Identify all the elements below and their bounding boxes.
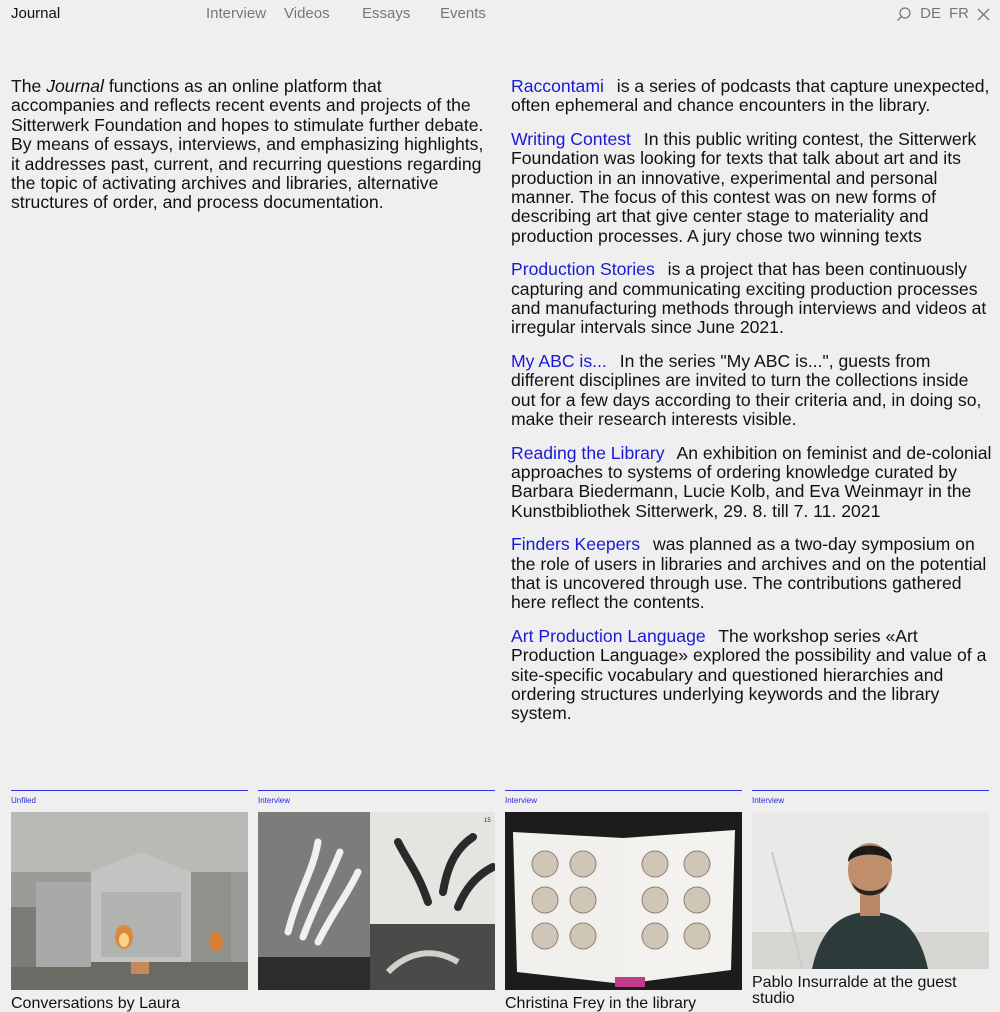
series-link[interactable]: Finders Keepers (511, 534, 641, 555)
series-description: In the series "My ABC is...", guests from different disciplines are invited to turn the collections inside out for a few days according to their criteria and, in doing so, make their research interests visible. (511, 350, 982, 430)
series-link[interactable]: Art Production Language (511, 625, 706, 646)
nav-tools (896, 0, 990, 28)
tab-interview[interactable]: Interview (206, 5, 267, 22)
series-description: An exhibition on feminist and de-colonial approaches to systems of ordering knowledge curated by Barbara Biedermann, Lucie Kolb, and Eva Weinmayr in the Kunstbibliothek Sitterwerk, 29. 8. till 7. 11. 2021 (511, 442, 992, 521)
series-link[interactable]: Writing Contest (511, 128, 631, 149)
article-card[interactable] (11, 790, 248, 1010)
tab-events[interactable]: Events (440, 5, 486, 22)
series-item-raccontami (511, 77, 993, 116)
card-image-hands[interactable] (258, 812, 495, 990)
tab-essays[interactable]: Essays (362, 5, 411, 22)
series-item-art-production-language (511, 627, 993, 724)
card-tag[interactable]: Interview (505, 796, 538, 805)
series-item-my-abc (511, 352, 993, 430)
card-image-book[interactable] (505, 812, 742, 990)
series-description: In this public writing contest, the Sitterwerk Foundation was looking for texts that talk about art and its production in an innovative, experimental and personal manner. The focus of this contest was on new forms of describing art that give center stage to materiality and production processes. A jury chose two winning texts (511, 128, 977, 246)
series-list (511, 77, 993, 738)
article-card[interactable] (752, 790, 989, 1010)
site-title[interactable]: Journal (11, 5, 61, 22)
card-tag[interactable]: Unfiled (11, 796, 36, 805)
top-nav (0, 0, 1000, 30)
lang-de-link[interactable]: DE (920, 5, 941, 22)
close-icon[interactable] (977, 8, 990, 21)
lang-fr-link[interactable]: FR (949, 5, 969, 22)
card-image-furnace[interactable] (11, 812, 248, 990)
series-link[interactable]: My ABC is... (511, 350, 607, 371)
card-tag[interactable]: Interview (752, 796, 785, 805)
intro-emphasis: Journal (46, 76, 104, 96)
series-item-writing-contest (511, 130, 993, 246)
card-caption[interactable]: Christina Frey in the library (505, 995, 697, 1012)
card-caption[interactable]: Conversations by Laura (11, 995, 180, 1012)
series-description: The workshop series «Art Production Language» explored the possibility and value of a site-specific vocabulary and questioned hierarchies and ordering structures underlying keywords and the library system. (511, 625, 987, 724)
series-link[interactable]: Reading the Library (511, 442, 665, 463)
series-link[interactable]: Raccontami (511, 76, 604, 96)
series-link[interactable]: Production Stories (511, 259, 655, 280)
series-description: is a project that has been continuously capturing and communicating exciting production processes and manufacturing methods through interviews and videos at irregular intervals since June 2021. (511, 259, 987, 338)
series-description: is a series of podcasts that capture unexpected, often ephemeral and chance encounters in the library. (511, 76, 990, 116)
intro-text-rest: functions as an online platform that accompanies and reflects recent events and projects of the Sitterwerk Foundation and hopes to stimulate further debate. By means of essays, interviews, and emphasizing highlights, it addresses past, current, and recurring questions regarding the topic of activating archives and libraries, alternative structures of order, and process documentation. (11, 76, 484, 213)
series-description: was planned as a two-day symposium on the role of users in libraries and archives and on the potential that is uncovered through use. The contributions gathered here reflect the contents. (511, 534, 987, 613)
series-item-production-stories (511, 260, 993, 338)
card-caption[interactable]: Pablo Insurralde at the guest studio (752, 974, 957, 1007)
article-grid (11, 790, 990, 1012)
card-image-portrait[interactable] (752, 812, 989, 969)
series-item-reading-the-library (511, 444, 993, 522)
series-item-finders-keepers (511, 535, 993, 613)
tab-videos[interactable]: Videos (284, 5, 330, 22)
search-icon[interactable] (896, 6, 912, 22)
article-card[interactable] (505, 790, 742, 1010)
intro-text-start: The (11, 76, 47, 96)
svg-text:15: 15 (484, 818, 491, 824)
intro-paragraph (11, 77, 486, 213)
card-tag[interactable]: Interview (258, 796, 291, 805)
article-card[interactable] (258, 790, 495, 1010)
